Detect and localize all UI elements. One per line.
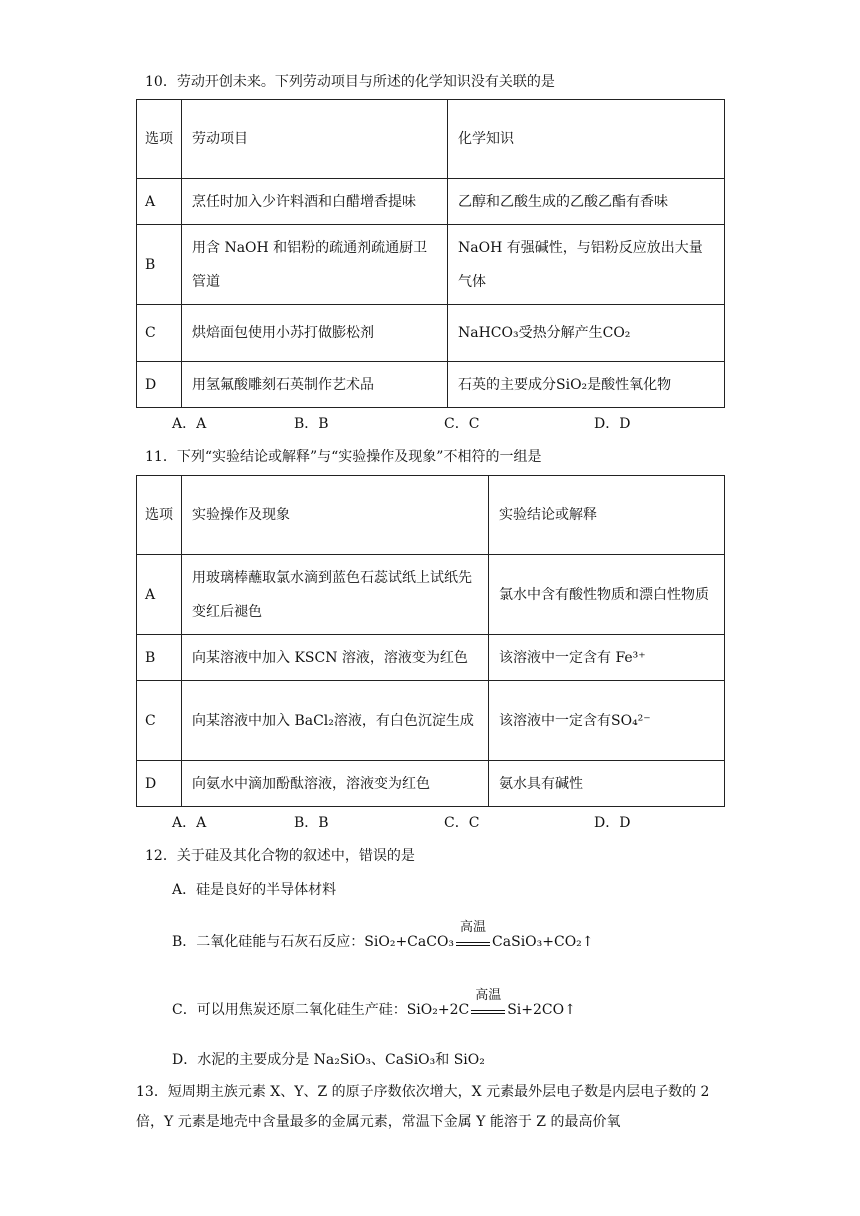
option-b[interactable]: B．B bbox=[294, 815, 329, 831]
row-key: C bbox=[137, 681, 182, 761]
option-d[interactable]: D．水泥的主要成分是 Na₂SiO₃、CaSiO₃和 SiO₂ bbox=[172, 1052, 485, 1068]
option-b[interactable] bbox=[172, 920, 594, 952]
row-knowledge: NaHCO₃受热分解产生CO₂ bbox=[448, 305, 725, 362]
header-option: 选项 bbox=[137, 476, 182, 555]
table-row bbox=[137, 761, 725, 807]
option-b-prefix: B．二氧化硅能与石灰石反应：SiO₂+CaCO₃ bbox=[172, 934, 455, 950]
option-a[interactable]: A．A bbox=[172, 416, 207, 432]
reaction-condition: 高温 bbox=[475, 988, 502, 1003]
reaction-arrow bbox=[454, 920, 492, 952]
row-conclusion: 氯水中含有酸性物质和漂白性物质 bbox=[489, 555, 725, 635]
row-key: D bbox=[137, 761, 182, 807]
option-c[interactable]: C．C bbox=[444, 815, 480, 831]
option-c-suffix: Si+2CO↑ bbox=[507, 1002, 576, 1018]
row-key: B bbox=[137, 635, 182, 681]
table-row bbox=[137, 305, 725, 362]
option-a[interactable]: A．A bbox=[172, 815, 207, 831]
reaction-arrow bbox=[469, 988, 507, 1020]
row-knowledge: 石英的主要成分SiO₂是酸性氧化物 bbox=[448, 362, 725, 408]
table-row bbox=[137, 225, 725, 305]
option-b[interactable]: B．B bbox=[294, 416, 329, 432]
table-row bbox=[137, 635, 725, 681]
table-header-row bbox=[137, 100, 725, 179]
header-operation: 实验操作及现象 bbox=[182, 476, 489, 555]
row-key: A bbox=[137, 179, 182, 225]
question-13-text: 13．短周期主族元素 X、Y、Z 的原子序数依次增大，X 元素最外层电子数是内层电子数的 2 倍，Y 元素是地壳中含量最多的金属元素，常温下金属 Y 能溶于 Z 的最高价氧 bbox=[136, 1084, 710, 1130]
row-conclusion: 该溶液中一定含有 Fe³⁺ bbox=[489, 635, 725, 681]
option-b-suffix: CaSiO₃+CO₂↑ bbox=[492, 934, 594, 950]
question-11-title: 11．下列“实验结论或解释”与“实验操作及现象”不相符的一组是 bbox=[145, 449, 542, 465]
table-header-row bbox=[137, 476, 725, 555]
row-item: 用氢氟酸雕刻石英制作艺术品 bbox=[182, 362, 448, 408]
question-10-table bbox=[136, 99, 725, 408]
table-row bbox=[137, 362, 725, 408]
option-c-prefix: C．可以用焦炭还原二氧化硅生产硅：SiO₂+2C bbox=[172, 1002, 470, 1018]
question-12-title: 12．关于硅及其化合物的叙述中，错误的是 bbox=[145, 848, 415, 864]
row-key: B bbox=[137, 225, 182, 305]
row-item: 用含 NaOH 和铝粉的疏通剂疏通厨卫管道 bbox=[182, 225, 448, 305]
option-a[interactable]: A．硅是良好的半导体材料 bbox=[172, 882, 337, 898]
question-10-title: 10．劳动开创未来。下列劳动项目与所述的化学知识没有关联的是 bbox=[145, 74, 555, 90]
row-conclusion: 氨水具有碱性 bbox=[489, 761, 725, 807]
option-c[interactable]: C．C bbox=[444, 416, 480, 432]
row-item: 烹任时加入少许料酒和白醋增香提味 bbox=[182, 179, 448, 225]
header-option: 选项 bbox=[137, 100, 182, 179]
table-row bbox=[137, 555, 725, 635]
row-op: 向氨水中滴加酚酞溶液，溶液变为红色 bbox=[182, 761, 489, 807]
header-conclusion: 实验结论或解释 bbox=[489, 476, 725, 555]
reaction-condition: 高温 bbox=[460, 920, 487, 935]
row-key: A bbox=[137, 555, 182, 635]
row-knowledge: NaOH 有强碱性，与铝粉反应放出大量气体 bbox=[448, 225, 725, 305]
header-labor-item: 劳动项目 bbox=[182, 100, 448, 179]
row-op: 向某溶液中加入 KSCN 溶液，溶液变为红色 bbox=[182, 635, 489, 681]
row-key: D bbox=[137, 362, 182, 408]
table-row bbox=[137, 179, 725, 225]
row-item: 烘焙面包使用小苏打做膨松剂 bbox=[182, 305, 448, 362]
row-op: 用玻璃棒蘸取氯水滴到蓝色石蕊试纸上试纸先变红后褪色 bbox=[182, 555, 489, 635]
row-key: C bbox=[137, 305, 182, 362]
table-row bbox=[137, 681, 725, 761]
row-knowledge: 乙醇和乙酸生成的乙酸乙酯有香味 bbox=[448, 179, 725, 225]
option-c[interactable] bbox=[172, 988, 576, 1020]
header-chem-knowledge: 化学知识 bbox=[448, 100, 725, 179]
option-d[interactable]: D．D bbox=[594, 416, 631, 432]
question-11-table bbox=[136, 475, 725, 807]
row-op: 向某溶液中加入 BaCl₂溶液，有白色沉淀生成 bbox=[182, 681, 489, 761]
option-d[interactable]: D．D bbox=[594, 815, 631, 831]
row-conclusion: 该溶液中一定含有SO₄²⁻ bbox=[489, 681, 725, 761]
